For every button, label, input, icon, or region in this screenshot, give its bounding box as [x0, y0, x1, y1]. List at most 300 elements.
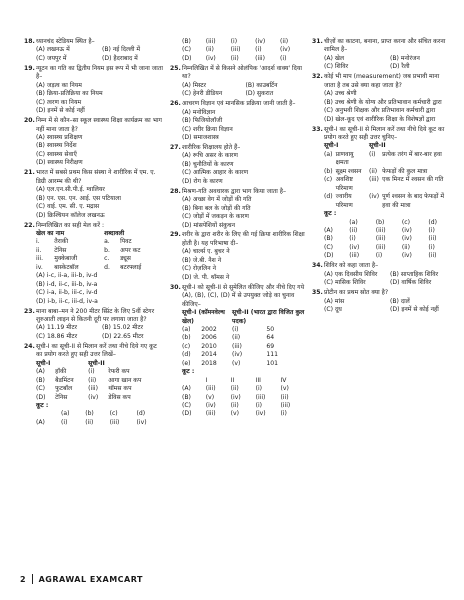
code-label: कूट :: [182, 368, 195, 376]
match-cell: टेनिस: [55, 393, 68, 401]
option: (A) मनोविज्ञान: [182, 108, 216, 116]
options-list: [324, 271, 452, 288]
match-cell: ड्यूस: [120, 255, 131, 263]
option: (B) i-d, ii-c, iii-b, iv-a: [36, 280, 98, 288]
match-cell: iii.: [36, 255, 44, 263]
option: (D) i-b, ii-c, iii-d, iv-a: [36, 297, 98, 305]
question-q22: [24, 222, 164, 307]
column-left: [24, 38, 164, 429]
question-q23: [24, 308, 164, 342]
code-cell: (B): [324, 235, 333, 243]
question-header: [312, 262, 452, 270]
code-cell: (iv): [205, 402, 216, 410]
option: (A) चार्ल्स ए. बुचर ने: [182, 248, 230, 256]
code-cell: (iv): [136, 418, 147, 426]
match-cell: (d): [324, 193, 333, 201]
match-cell: (i): [88, 368, 95, 376]
code-cell: (ii): [401, 243, 411, 251]
option: (A) जड़त्व का नियम: [36, 81, 82, 89]
code-cell: (ii): [280, 393, 289, 401]
option: (B) जे.बी. नैश ने: [182, 256, 222, 264]
match-cell: 2014: [201, 351, 217, 359]
match-cell: (i): [232, 325, 239, 333]
option: (D) मांसपेशियों संकुचन: [182, 221, 236, 229]
code-label: कूट :: [36, 402, 49, 410]
code-cell: (ii): [230, 385, 239, 393]
code-head-cell: (b): [375, 218, 385, 226]
code-head-cell: (c): [401, 218, 410, 226]
option: (D) क्रिश्चियन कॉलेज लखनऊ: [36, 211, 105, 219]
code-head-cell: (c): [109, 410, 118, 418]
options-list: [182, 248, 305, 282]
code-cell: (v): [280, 385, 289, 393]
code-cell: (iv): [401, 226, 412, 234]
option: (A) मिस्टर: [182, 81, 207, 89]
code-cell: (i): [61, 418, 68, 426]
question-number: 27.: [170, 143, 181, 151]
question-body: [170, 82, 305, 99]
question-number: 30.: [170, 283, 181, 291]
match-cell: (i): [255, 46, 262, 54]
question-q20: [24, 117, 164, 168]
option: (B) साप्ताहिक शिविर: [390, 270, 439, 278]
question-header: [24, 222, 164, 230]
match-cell: b.: [104, 246, 110, 254]
match-cell: प्राणवायु क्षमता: [335, 150, 354, 167]
option: (D) समाजशास्त्र: [182, 133, 219, 141]
question-q18: [24, 38, 164, 63]
match-cell: (i): [280, 54, 287, 62]
match-cell: फेफड़ों की कुल मात्रा: [382, 167, 428, 175]
options-list: [36, 324, 164, 341]
match-cell: (c): [182, 342, 191, 350]
option: (A) खेल: [324, 54, 344, 62]
column-middle: [170, 38, 305, 420]
option: (B) एन. एस. एन. आई. एस पटियाला: [36, 194, 121, 202]
match-cell: 2010: [201, 342, 217, 350]
question-number: 25.: [170, 64, 181, 72]
option: (A) i-c, ii-a, iii-b, iv-d: [36, 272, 98, 280]
match-cell: ii.: [36, 246, 42, 254]
option: (A) स्वास्थ्य प्रशिक्षण: [36, 133, 83, 141]
question-body: [312, 271, 452, 288]
question-header: [24, 343, 164, 360]
code-head-cell: [182, 377, 206, 385]
question-body: [312, 142, 452, 260]
match-cell: (a): [324, 150, 333, 158]
match-table: [182, 38, 305, 63]
match-cell: (ii): [280, 38, 289, 45]
option: (D) स्वास्थ्य निरीक्षण: [36, 159, 83, 167]
match-head-right: सूची-II (भारत द्वारा विजित कुल पदक): [232, 309, 305, 325]
match-cell: (ii): [232, 334, 241, 342]
question-number: 20.: [24, 117, 35, 125]
question-body: [170, 196, 305, 230]
match-cell: 64: [266, 334, 275, 342]
code-cell: (iii): [205, 410, 216, 418]
code-cell: (i): [428, 243, 435, 251]
option: (D) हैदराबाद में: [102, 54, 138, 62]
option: (A) मांस: [324, 297, 345, 305]
option: (B) 15.02 मीटर: [102, 324, 144, 332]
question-body: [24, 46, 164, 63]
question-number: 24.: [24, 342, 35, 350]
code-cell: (iii): [375, 235, 386, 243]
question-body: [170, 152, 305, 186]
match-cell: (ii): [369, 167, 378, 175]
question-number: 23.: [24, 307, 35, 315]
question-body: [170, 309, 305, 419]
match-cell: (D): [182, 54, 192, 62]
option: (B) दालें: [390, 297, 410, 305]
match-cell: (ii): [230, 54, 239, 62]
match-cell: (A): [36, 368, 45, 376]
option: (C) i-a, ii-b, iii-c, iv-d: [36, 289, 98, 297]
question-text: शरीर के द्वारा शरीर के लिए की गई क्रिया शारीरिक शिक्षा होती है। यह परिभाषा दी–: [182, 231, 305, 247]
code-cell: (iii): [280, 402, 291, 410]
code-cell: (A): [36, 418, 45, 426]
question-number: 19.: [24, 64, 35, 72]
match-cell: तैराकी: [54, 238, 69, 246]
match-cell: (iv): [205, 54, 216, 62]
question-text: मिश्रण-गति अवधारक द्वारा भाग किया जाता है–: [182, 187, 287, 195]
question-header: [24, 117, 164, 134]
code-cell: (iii): [205, 385, 216, 393]
question-number: 21.: [24, 169, 35, 177]
match-head-right: सूची-II: [88, 359, 105, 367]
question-header: [312, 73, 452, 90]
code-head-cell: [36, 410, 61, 418]
options-list: [182, 82, 305, 99]
option: (C) शिविर: [324, 63, 349, 71]
match-cell: 2002: [201, 325, 217, 333]
match-cell: (v): [232, 359, 241, 367]
match-cell: (ii): [88, 376, 97, 384]
question-header: [24, 169, 164, 186]
code-head-cell: II: [230, 376, 235, 384]
match-cell: (a): [182, 325, 191, 333]
code-cell: (v): [230, 410, 240, 418]
code-cell: (C): [324, 243, 334, 251]
match-head-left: खेल का नाम: [36, 229, 65, 237]
code-label: कूट :: [324, 210, 337, 218]
option: (C) वाई. एम. सी. ए. मद्रास: [36, 203, 100, 211]
question-header: [170, 65, 305, 82]
code-cell: (B): [182, 393, 191, 401]
code-cell: (i): [428, 226, 435, 234]
option: (D) रोग के कारण: [182, 177, 223, 185]
question-q19: [24, 65, 164, 116]
code-cell: (i): [349, 235, 356, 243]
match-cell: (D): [36, 393, 46, 401]
match-cell: (iii): [369, 176, 379, 184]
match-cell: मुक्केबाजी: [54, 255, 78, 263]
brand-name: AGRAWAL EXAMCART: [38, 574, 143, 584]
question-text: निम्नलिखित का सही मेल करें :: [36, 221, 105, 229]
question-text: माना बाबा–मन ने 200 मीटर स्प्रिंट के लिए 5वीं स्टेगर शुरुआती लाइन से कितनी दूरी पर लगाया जाता है?: [36, 307, 155, 323]
option: (B) क्रिया-प्रतिक्रिया का नियम: [36, 90, 103, 98]
question-text: निम्न में से कौन–सा स्कूल स्वास्थ्य शिक्षा कार्यक्रम का भाग नहीं माना जाता है?: [36, 117, 162, 133]
option: (D) खेल-कूद एवं शारीरिक शिक्षा के विशेषज्ञों द्वारा: [324, 115, 436, 123]
match-head-left: सूची-I (कॉमनवेल्थ खेल): [182, 309, 225, 325]
match-cell: अवशिष्ट परिमाण: [335, 176, 353, 192]
question-q29: [170, 231, 305, 282]
question-text: शिविर को कहा जाता है–: [324, 262, 379, 270]
match-cell: एक मिनट में श्वसन की गति: [382, 176, 444, 184]
match-cell: (B): [182, 38, 191, 45]
code-cell: (A): [182, 385, 191, 393]
options-list: [36, 82, 164, 116]
question-q33: [312, 126, 452, 261]
code-cell: (ii): [85, 418, 94, 426]
question-text: कोई भी माप (measurement) जब प्रभावी माना जाता है तब उसे क्या कहा जाता है?: [324, 73, 440, 89]
match-cell: (b): [182, 334, 191, 342]
option: (A) 11.19 मीटर: [36, 324, 78, 332]
option: (D) इनमें से कोई नहीं: [36, 107, 85, 115]
option: (D) इनमें से कोई नहीं: [390, 306, 439, 314]
match-cell: (iv): [255, 38, 266, 45]
match-cell: (B): [36, 376, 45, 384]
match-head-right: शब्दावली: [104, 229, 125, 237]
match-cell: अपर कट: [120, 246, 141, 254]
code-cell: (D): [182, 410, 192, 418]
code-cell: (iii): [255, 393, 266, 401]
match-table: [182, 309, 305, 368]
code-cell: (iii): [349, 252, 360, 260]
match-cell: फुटबॉल: [55, 385, 73, 393]
question-text: ध्यानचंद स्टेडियम स्थित है–: [36, 38, 95, 45]
match-cell: (iv): [88, 393, 99, 401]
code-cell: (iv): [255, 410, 266, 418]
match-cell: 2018: [201, 359, 217, 367]
match-cell: (b): [324, 167, 333, 175]
option: (C) त्वरण का नियम: [36, 98, 82, 106]
code-head-cell: (d): [428, 218, 437, 226]
question-q25: [170, 65, 305, 99]
question-body: [170, 109, 305, 143]
match-cell: (i): [230, 38, 238, 45]
match-cell: (iii): [255, 54, 265, 62]
option: (B) फिजियोलॉजी: [182, 117, 223, 125]
options-list: [36, 134, 164, 168]
option: (D) रैली: [390, 63, 410, 71]
code-head-cell: I: [205, 376, 208, 384]
code-cell: (A): [324, 226, 333, 234]
question-body: [312, 90, 452, 124]
code-head-cell: (a): [349, 218, 358, 226]
code-table: [182, 377, 305, 419]
question-text: सूची-I का सूची-II से मिलान करें तथा नीचे दिये कूट का प्रयोग करते हुए सही उत्तर चुनिए–: [324, 125, 445, 141]
option: (C) जयपुर में: [36, 54, 67, 62]
code-table: [324, 219, 452, 261]
match-head-left: सूची-I: [36, 359, 51, 367]
match-cell: थॉमस कप: [108, 385, 132, 393]
match-table: [36, 230, 164, 272]
question-number: 26.: [170, 100, 181, 108]
match-cell: बटरफ्लाई: [120, 263, 142, 271]
match-cell: c.: [104, 255, 110, 263]
question-body: [170, 248, 305, 282]
match-cell: 69: [266, 342, 275, 350]
question-text: सूची-I का सूची-II से मिलान करें तथा नीचे दिये गए कूट का प्रयोग करते हुए सही उत्तर लिखें–: [36, 342, 157, 359]
question-number: 33.: [312, 125, 323, 133]
code-head-cell: (d): [136, 410, 146, 418]
question-q32: [312, 73, 452, 124]
match-cell: (d): [182, 351, 191, 359]
match-cell: (iv): [232, 351, 243, 359]
code-cell: (C): [182, 402, 192, 410]
question-q27: [170, 144, 305, 186]
question-body: [24, 186, 164, 220]
option: (D) जे. पी. थॉमस ने: [182, 273, 230, 281]
question-body: [24, 324, 164, 341]
question-number: 29.: [170, 231, 181, 239]
option: (C) हेनरी डीडियन: [182, 90, 223, 98]
match-cell: बास्केटबॉल: [54, 263, 79, 271]
question-text: शारीरिक शिक्षालय होते हैं–: [182, 143, 241, 151]
match-table: [324, 142, 452, 210]
footer-divider: [32, 574, 33, 584]
question-header: [24, 308, 164, 325]
options-list: [324, 55, 452, 72]
match-cell: हॉकी: [55, 368, 67, 376]
code-cell: (iv): [230, 393, 241, 401]
match-cell: i.: [36, 238, 40, 246]
question-number: 35.: [312, 289, 323, 297]
match-cell: (c): [324, 176, 333, 184]
match-cell: (iii): [88, 385, 98, 393]
question-q35: [312, 289, 452, 314]
option: (A) एक दिवसीय शिविर: [324, 270, 378, 278]
question-q28: [170, 188, 305, 230]
options-list: [36, 46, 164, 63]
code-cell: (ii): [230, 402, 239, 410]
match-cell: (ii): [205, 46, 214, 54]
code-cell: (iii): [375, 243, 386, 251]
question-q31: [312, 38, 452, 72]
match-cell: (iii): [230, 46, 241, 54]
code-head-cell: IV: [280, 376, 287, 384]
question-q24cont: [170, 38, 305, 63]
question-text: न्यूटन का गति का द्वितीय नियम इस रूप में भी जाना जाता है–: [36, 64, 163, 81]
option: (D) वार्षिक शिविर: [390, 279, 432, 287]
match-cell: (iii): [205, 38, 216, 45]
page-number: 2: [20, 574, 26, 584]
code-cell: (iv): [349, 243, 360, 251]
match-head-left: सूची-I: [324, 142, 339, 150]
option: (A) अच्छा वेग में जोड़ों की गति: [182, 196, 252, 204]
question-header: [312, 289, 452, 297]
option: (A) एल.एन.सी.पी.ई. ग्वालियर: [36, 186, 105, 194]
match-cell: टेनिस: [54, 246, 67, 254]
code-cell: (v): [205, 393, 215, 401]
question-header: [312, 38, 452, 55]
question-q30: [170, 284, 305, 419]
option: (A) रूचि असर के कारण: [182, 152, 238, 160]
page-footer: [20, 574, 143, 584]
option: (B) चुनौतियों के कारण: [182, 160, 234, 168]
match-cell: 101: [266, 359, 279, 367]
question-text: प्रोटीन का प्रथम स्रोत क्या है?: [324, 289, 389, 297]
option: (D) सुकरात: [245, 90, 274, 98]
code-cell: (ii): [349, 226, 358, 234]
match-cell: ज्वारीय परिमाण: [335, 193, 353, 209]
question-body: [312, 55, 452, 72]
question-q24: [24, 343, 164, 428]
match-cell: पूर्ण श्वसन के बाद फेफड़ों में हवा की मात्रा: [382, 193, 444, 209]
match-cell: सूक्ष्म श्वसन: [335, 167, 362, 175]
option: (A) उच्च श्रेणी: [324, 90, 357, 98]
option: (C) मासिक शिविर: [324, 279, 366, 287]
code-table: [36, 410, 164, 427]
options-list: [182, 196, 305, 230]
code-cell: (ii): [428, 252, 437, 260]
option: (B) नई दिल्ली में: [102, 46, 141, 54]
code-cell: (iii): [375, 226, 386, 234]
question-q21: [24, 169, 164, 220]
code-cell: (iv): [401, 235, 412, 243]
question-header: [24, 65, 164, 82]
option: (B) स्वास्थ्य निर्देश: [36, 142, 77, 150]
question-body: [24, 134, 164, 168]
question-q26: [170, 100, 305, 142]
match-cell: डेविस कप: [108, 393, 131, 401]
match-cell: (C): [36, 385, 46, 393]
question-header: [312, 126, 452, 143]
question-header: [170, 188, 305, 196]
options-list: [182, 109, 305, 143]
code-cell: (i): [280, 410, 287, 418]
option: (D) 22.65 मीटर: [102, 332, 144, 340]
question-text: चीज़ों का काटना, बनाना, प्राप्त करना और संचित करना शामिल है–: [324, 38, 446, 54]
option: (C) रोज़लिन ने: [182, 265, 216, 273]
question-number: 22.: [24, 221, 35, 229]
match-cell: 111: [266, 351, 279, 359]
match-cell: 2006: [201, 334, 217, 342]
match-cell: (iv): [280, 46, 291, 54]
match-cell: (e): [182, 359, 191, 367]
option: (B) उच्च श्रेणी के योग्य और प्रतिभावान कर्मचारी द्वारा: [324, 98, 442, 106]
question-header: [170, 100, 305, 108]
match-cell: d.: [104, 263, 110, 271]
code-cell: (ii): [428, 235, 437, 243]
question-body: [24, 360, 164, 428]
code-head-cell: III: [255, 376, 261, 384]
question-number: 32.: [312, 73, 323, 81]
match-cell: (iii): [232, 342, 242, 350]
code-cell: (i): [375, 252, 383, 260]
question-header: [170, 284, 305, 309]
question-number: 28.: [170, 187, 181, 195]
question-text: आचरण विज्ञान एवं मानसिक प्रक्रिया जानी जाती है–: [182, 100, 296, 108]
code-head-cell: (a): [61, 410, 70, 418]
code-cell: (iii): [109, 418, 120, 426]
code-head-cell: (b): [85, 410, 94, 418]
options-list: [324, 298, 452, 315]
question-body: [312, 298, 452, 315]
match-cell: (iv): [369, 193, 380, 201]
match-cell: प्रत्येक तरंग में बार-बार हवा: [382, 150, 442, 158]
code-cell: (i): [255, 402, 263, 410]
options-list: [324, 90, 452, 124]
options-list: [36, 186, 164, 220]
code-cell: (D): [324, 252, 334, 260]
question-number: 18.: [24, 38, 35, 45]
option: (A) लखनऊ में: [36, 46, 70, 54]
option: (C) आत्मिक आहार के कारण: [182, 169, 248, 177]
match-cell: iv.: [36, 263, 43, 271]
option: (C) अनुभवी शिक्षक और प्रतिभावान कर्मचारी द्वारा: [324, 107, 436, 115]
